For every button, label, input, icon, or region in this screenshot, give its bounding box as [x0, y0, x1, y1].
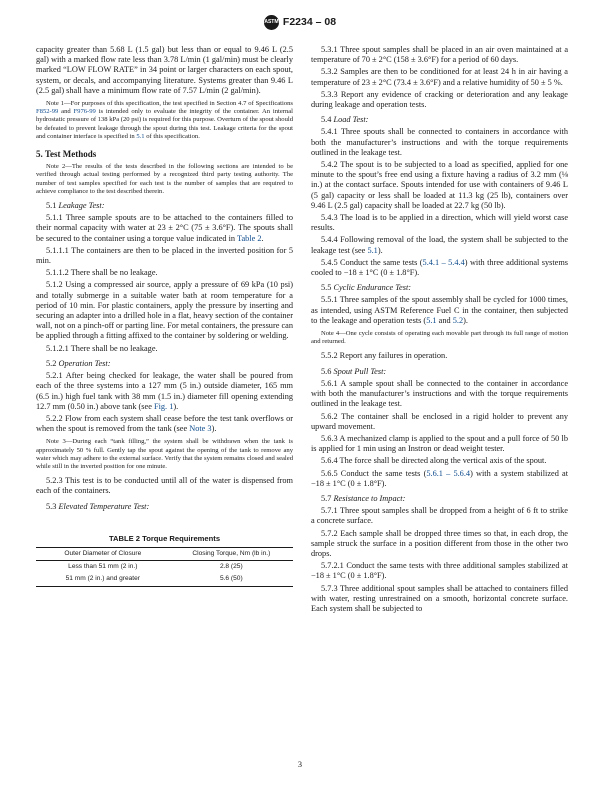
page-number: 3: [297, 760, 303, 769]
paragraph-5-6-1: 5.6.1 A sample spout shall be connected to the container in accordance with both the manufacturer’s instructions and with the torque requirements outlined in the leakage test.: [311, 378, 568, 409]
paragraph-5-7-2-1: 5.7.2.1 Conduct the same tests with three additional samples stabilized at −18 ± 1°C (0 ± 1.8°F).: [311, 561, 568, 581]
paragraph-5-4-2: 5.4.2 The spout is to be subjected to a load as specified, applied for one minute to the spout’s free end using a fixture having a radius of 3.2 mm (⅛ in.) at the contact surface. Spouts intended for use with containers of 9.46 L (5 gal) capacity or less shall be loaded at 11.3 kg (25 lb), containers over 9.46 L (2.5 gal) capacity shall be loaded at 22.7 kg (50 lb).: [311, 160, 568, 210]
heading-5-7: 5.7 Resistance to Impact:: [321, 493, 406, 503]
paragraph-5-6-5: 5.6.5 Conduct the same tests (5.6.1 – 5.6.4) with a system stabilized at −18 ± 1°C (0 ± 1.8°F).: [311, 468, 569, 488]
paragraph-5-1-2: 5.1.2 Using a compressed air source, apply a pressure of 69 kPa (10 psi) and totally submerge in a suitable water bath at room temperature for a period of 10 min. For plastic containers, apply the pressure by inserting and securing an adapter into a drilled hole in a flat, heavy section of the container wall, not on a pinch-off or parting line. For metal containers, the pressure can be applied through a fitting affixed to the container by soldering or welding.: [36, 280, 293, 341]
heading-5-5: 5.5 Cyclic Endurance Test:: [321, 283, 412, 293]
link-f852[interactable]: F852-99: [36, 108, 59, 116]
link-sections-5-4-1-to-5-4-4[interactable]: 5.4.1 – 5.4.4: [422, 257, 465, 267]
paragraph-5-2-2: 5.2.2 Flow from each system shall cease before the test tank overflows or when the spout is removed from the tank (see Note 3).: [36, 413, 293, 434]
note-2: Note 2—The results of the tests described in the following sections are intended to be verified through actual testing performed by a recognized third party testing authority. The number of test samples specified for each test is the number of samples that are required to achieve compliance to the test described therein.: [36, 163, 293, 195]
paragraph-5-7-3: 5.7.3 Three additional spout samples shall be attached to containers filled with water, resting unrestrained on a smooth, horizontal concrete surface. Each system shall be subjected to: [311, 583, 568, 613]
table-cell: 2.8 (25): [219, 563, 243, 571]
link-note-3[interactable]: Note 3: [189, 424, 212, 434]
paragraph-5-4-3: 5.4.3 The load is to be applied in a direction, which will yield worst case results.: [311, 213, 568, 233]
paragraph-5-5-1: 5.5.1 Three samples of the spout assembly shall be cycled for 1000 times, as intended, using ASTM Reference Fuel C in the container, then subjected to the leakage and operation tests (5.1 and 5.2).: [311, 295, 568, 325]
paragraph-5-2-1: 5.2.1 After being checked for leakage, the water shall be poured from each of the three systems into a 127 mm (5 in.) outside diameter, 165 mm (6.5 in.) high fuel tank with 38 mm (1.5 in.) diameter fill opening extending 12.7 mm (0.50 in.) above tank (see Fig. 1).: [36, 371, 293, 411]
paragraph-5-7-1: 5.7.1 Three spout samples shall be dropped from a height of 6 ft to strike a concrete surface.: [311, 506, 568, 526]
table-header-row: [36, 547, 293, 560]
link-fig-1[interactable]: Fig. 1: [153, 401, 174, 411]
table-2-title: TABLE 2 Torque Requirements: [108, 533, 221, 543]
table-row: [36, 573, 293, 586]
paragraph-5-5-2: 5.5.2 Report any failures in operation.: [321, 351, 448, 361]
document-id: F2234 – 08: [282, 16, 337, 28]
paragraph-5-1-1: 5.1.1 Three sample spouts are to be attached to the containers filled to their normal capacity with water at 23 ± 2°C (75 ± 3.6°F). The spouts shall be secured to the container using a torque value indicated in Table 2.: [36, 213, 293, 243]
note-4: Note 4—One cycle consists of operating each movable part through its full range of motion and returned.: [311, 330, 568, 346]
paragraph-5-6-4: 5.6.4 The force shall be directed along the vertical axis of the spout.: [321, 456, 547, 466]
note-1: Note 1—For purposes of this specification, the test specified in Section 4.7 of Specifications F852-99 and F976-99 is intended only to evaluate the integrity of the container. An internal hydrostatic pressure of 138 kPa (20 psi) is required for this purpose. Overturn of the spout should be defeated to prevent leakage through the spout during this test. Leakage criteria for the spout and container interface is specified in 5.1 of this specification.: [36, 100, 293, 140]
heading-5-1: 5.1 Leakage Test:: [46, 201, 105, 211]
link-f976[interactable]: F976-99: [73, 108, 96, 116]
paragraph-5-4-4: 5.4.4 Following removal of the load, the system shall be subjected to the leakage test (see 5.1).: [311, 235, 568, 255]
paragraph-5-4-1: 5.4.1 Three spouts shall be connected to containers in accordance with both the manufacturer’s instructions and with the torque requirements outlined in the leakage test.: [311, 127, 568, 157]
torque-table: [36, 547, 293, 587]
link-section-5-2[interactable]: 5.2: [452, 315, 464, 325]
paragraph-5-2-3: 5.2.3 This test is to be conducted until all of the water is dispensed from each of the containers.: [36, 476, 293, 496]
note-3: Note 3—During each “tank filling,” the system shall be withdrawn when the tank is approximately 50 % full. Gently tap the spout against the opening of the tank to remove any water which may adhere to the external surface. Verify that the system remains closed and sealed while still in the inverted position for one minute.: [36, 438, 293, 470]
link-section-5-1[interactable]: 5.1: [367, 245, 378, 255]
table-cell: 51 mm (2 in.) and greater: [36, 573, 170, 586]
link-table-2[interactable]: Table 2: [236, 233, 262, 243]
paragraph-5-3-2: 5.3.2 Samples are then to be conditioned for at least 24 h in air having a temperature of 23 ± 2°C (73.4 ± 3.6°F) and a relative humidity of 50 ± 5 %.: [311, 67, 568, 87]
astm-logo-icon: ASTM: [264, 15, 279, 30]
right-column: [311, 45, 568, 616]
link-section-5-1[interactable]: 5.1: [426, 315, 437, 325]
paragraph-5-3-3: 5.3.3 Report any evidence of cracking or deterioration and any leakage during leakage and operation tests.: [311, 89, 568, 110]
table-header: Closing Torque, Nm (lb in.): [170, 547, 293, 560]
paragraph-5-1-1-1: 5.1.1.1 The containers are then to be placed in the inverted position for 5 min.: [36, 245, 293, 266]
heading-5-2: 5.2 Operation Test:: [46, 358, 111, 368]
table-header: Outer Diameter of Closure: [36, 547, 170, 560]
paragraph-5-6-2: 5.6.2 The container shall be enclosed in a rigid holder to prevent any upward movement.: [311, 411, 568, 431]
table-cell: 5.6 (50): [170, 573, 293, 586]
paragraph-5-3-1: 5.3.1 Three spout samples shall be placed in an air oven maintained at a temperature of 70 ± 2°C (158 ± 3.6°F) for a period of 60 days.: [311, 45, 568, 65]
link-section-5-1[interactable]: 5.1: [136, 132, 145, 140]
paragraph-5-1-1-2: 5.1.1.2 There shall be no leakage.: [46, 268, 158, 278]
paragraph-flow-rate: capacity greater than 5.68 L (1.5 gal) but less than or equal to 9.46 L (2.5 gal) with a marked flow rate less than 3.78 L/min (1 gal/min) must be clearly marked “LOW FLOW RATE” in 34 point or larger characters on each spout, system, or decals, and accompanying literature. Systems greater than 9.46 L (2.5 gal) shall have a minimum flow rate of 7.57 L/min (2 gal/min).: [36, 45, 293, 95]
heading-5-4: 5.4 Load Test:: [321, 115, 369, 125]
page-header: [0, 12, 600, 32]
heading-5-3: 5.3 Elevated Temperature Test:: [46, 501, 150, 511]
paragraph-5-1-2-1: 5.1.2.1 There shall be no leakage.: [46, 343, 158, 353]
paragraph-5-6-3: 5.6.3 A mechanized clamp is applied to the spout and a pull force of 50 lb is applied for 1 min using an Instron or dead weight tester.: [311, 433, 568, 454]
table-row: [36, 561, 293, 574]
section-5-title: 5. Test Methods: [36, 149, 97, 160]
left-column: [36, 45, 293, 587]
heading-5-6: 5.6 Spout Pull Test:: [321, 366, 387, 376]
paragraph-5-4-5: 5.4.5 Conduct the same tests (5.4.1 – 5.4.4) with three additional systems cooled to −18 ± 1°C (0 ± 1.8°F).: [311, 257, 569, 278]
paragraph-5-7-2: 5.7.2 Each sample shall be dropped three times so that, in each drop, the sample struck the surface in a position different from those in the other two drops.: [311, 528, 568, 558]
link-sections-5-6-1-to-5-6-4[interactable]: 5.6.1 – 5.6.4: [426, 468, 471, 478]
table-cell: Less than 51 mm (2 in.): [68, 563, 138, 571]
